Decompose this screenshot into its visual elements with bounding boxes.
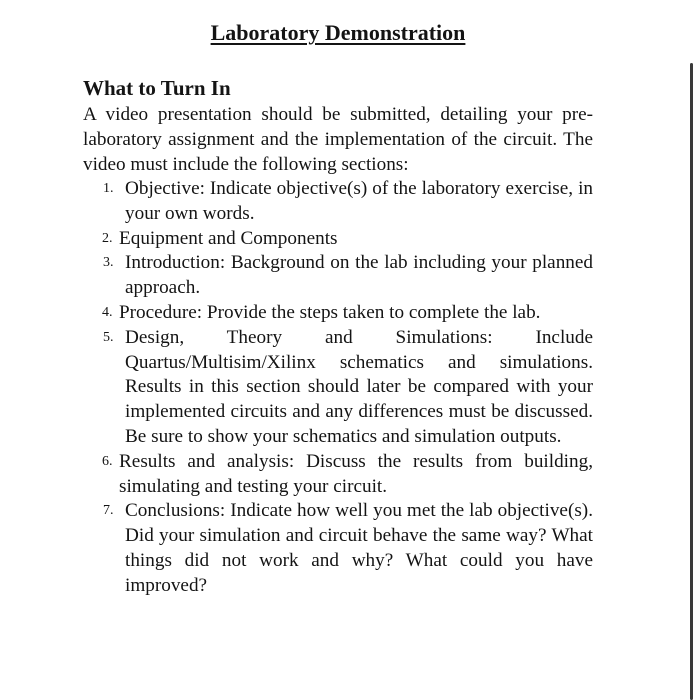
list-item xyxy=(83,499,593,598)
list-item-text: Objective: Indicate objective(s) of the laboratory exercise, in your own words. xyxy=(125,178,593,224)
list-item-number: 4. xyxy=(102,304,113,320)
list-item xyxy=(83,227,593,252)
list-item-number: 7. xyxy=(103,503,114,519)
vertical-scrollbar[interactable] xyxy=(690,63,693,700)
section-heading: What to Turn In xyxy=(83,76,231,100)
list-item-text: Introduction: Background on the lab including your planned approach. xyxy=(125,252,593,299)
list-item-number: 6. xyxy=(102,453,113,469)
requirements-list xyxy=(83,177,593,599)
list-item-number: 5. xyxy=(103,329,114,345)
list-item-number: 1. xyxy=(103,181,114,196)
list-item-number: 2. xyxy=(102,230,113,246)
list-item-text: Results and analysis: Discuss the results from building, simulating and testing your circuit. xyxy=(119,450,593,497)
page-title: Laboratory Demonstration xyxy=(210,20,466,45)
list-item-text: Equipment and Components xyxy=(119,227,338,249)
list-item-text: Procedure: Provide the steps taken to complete the lab. xyxy=(119,301,541,323)
list-item xyxy=(83,177,593,227)
list-item xyxy=(83,301,593,326)
list-item-text: Design, Theory and Simulations: Include Quartus/Multisim/Xilinx schematics and simulations. Results in this section should later be compared with your implemented circuits and any differences must be discussed. Be sure to show your schematics and simulation outputs. xyxy=(125,326,593,447)
list-item-text: Conclusions: Indicate how well you met the lab objective(s). Did your simulation and circuit behave the same way? What things did not work and why? What could you have improved? xyxy=(125,500,593,596)
list-item xyxy=(83,450,593,500)
list-item-number: 3. xyxy=(103,255,114,271)
list-item xyxy=(83,326,593,450)
list-item xyxy=(83,251,593,301)
intro-paragraph: A video presentation should be submitted, detailing your pre-laboratory assignment and the implementation of the circuit. The video must include the following sections: xyxy=(83,104,593,175)
